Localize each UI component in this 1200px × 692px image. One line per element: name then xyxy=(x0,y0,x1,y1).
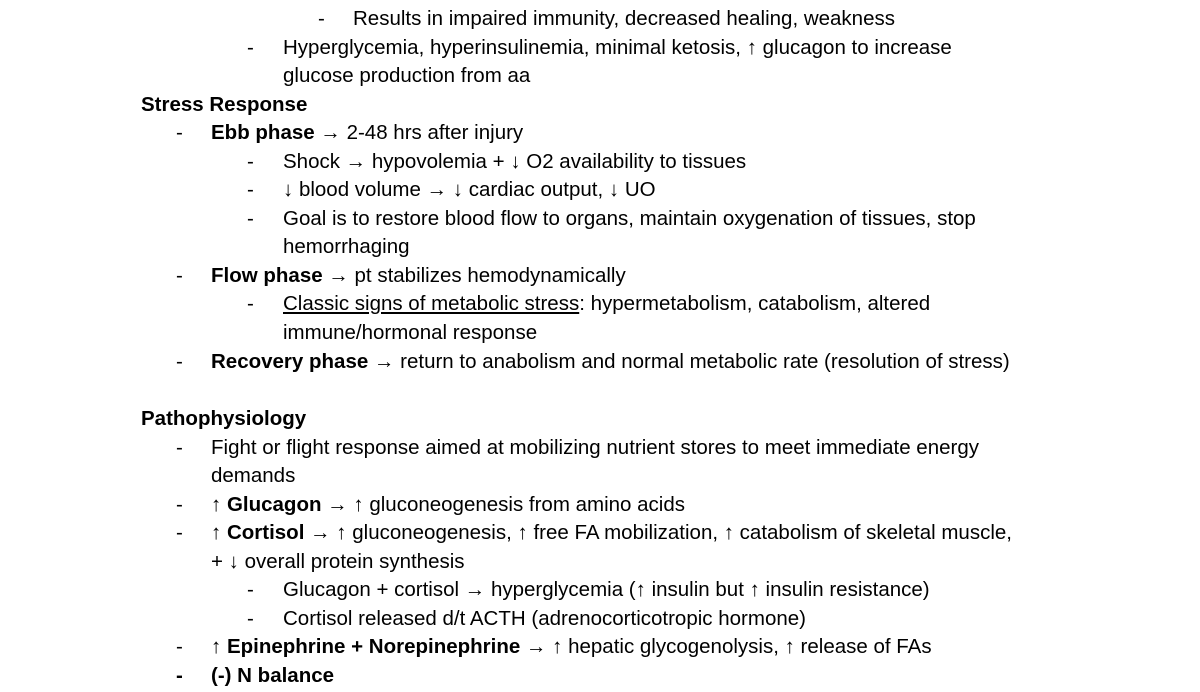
term-recovery-phase: Recovery phase xyxy=(211,350,369,373)
bullet-dash: - xyxy=(247,178,254,201)
bullet-dash: - xyxy=(176,493,183,516)
note-line: hemorrhaging xyxy=(283,235,410,258)
bullet-dash: - xyxy=(176,436,183,459)
term-glucagon: Glucagon xyxy=(226,493,322,516)
term-n-balance: (-) N balance xyxy=(211,664,335,687)
note-line-epinephrine: ↑ Epinephrine + Norepinephrine → ↑ hepatic glycogenolysis, ↑ release of FAs xyxy=(211,635,932,658)
bullet-dash: - xyxy=(247,578,254,601)
note-line: Results in impaired immunity, decreased healing, weakness xyxy=(353,7,895,30)
bullet-dash: - xyxy=(176,521,183,544)
note-line: glucose production from aa xyxy=(283,64,531,87)
term-cortisol: Cortisol xyxy=(226,521,305,544)
bullet-dash: - xyxy=(247,36,254,59)
note-line-cortisol: ↑ Cortisol → ↑ gluconeogenesis, ↑ free FA mobilization, ↑ catabolism of skeletal muscle, xyxy=(211,521,1012,544)
note-line: Hyperglycemia, hyperinsulinemia, minimal ketosis, ↑ glucagon to increase xyxy=(283,36,952,59)
note-line-recovery-phase: Recovery phase → return to anabolism and normal metabolic rate (resolution of stress) xyxy=(211,350,1010,373)
note-line-ebb-phase: Ebb phase → 2-48 hrs after injury xyxy=(211,121,524,144)
bullet-dash: - xyxy=(176,664,183,687)
note-line: ↓ blood volume → ↓ cardiac output, ↓ UO xyxy=(283,178,656,201)
note-line: demands xyxy=(211,464,296,487)
term-ebb-phase: Ebb phase xyxy=(211,121,315,144)
note-line: Classic signs of metabolic stress: hypermetabolism, catabolism, altered xyxy=(283,292,931,315)
term-flow-phase: Flow phase xyxy=(211,264,323,287)
note-line: Cortisol released d/t ACTH (adrenocorticotropic hormone) xyxy=(283,607,806,630)
bullet-dash: - xyxy=(247,292,254,315)
section-heading-stress-response: Stress Response xyxy=(141,93,308,116)
underlined-term: Classic signs of metabolic stress xyxy=(283,292,580,315)
bullet-dash: - xyxy=(247,150,254,173)
bullet-dash: - xyxy=(176,121,183,144)
bullet-dash: - xyxy=(247,607,254,630)
bullet-dash: - xyxy=(176,635,183,658)
note-line-glucagon: ↑ Glucagon → ↑ gluconeogenesis from amino acids xyxy=(211,493,685,516)
section-heading-pathophysiology: Pathophysiology xyxy=(141,407,307,430)
note-line-n-balance xyxy=(211,662,334,690)
note-line: Shock → hypovolemia + ↓ O2 availability to tissues xyxy=(283,150,747,173)
bullet-dash: - xyxy=(176,264,183,287)
note-line: Goal is to restore blood flow to organs, maintain oxygenation of tissues, stop xyxy=(283,207,976,230)
note-line: immune/hormonal response xyxy=(283,321,538,344)
bullet-dash: - xyxy=(318,7,325,30)
note-line: + ↓ overall protein synthesis xyxy=(211,550,465,573)
note-line: Glucagon + cortisol → hyperglycemia (↑ insulin but ↑ insulin resistance) xyxy=(283,578,930,601)
term-epinephrine-norepinephrine: Epinephrine + Norepinephrine xyxy=(226,635,521,658)
note-line-flow-phase: Flow phase → pt stabilizes hemodynamically xyxy=(211,264,626,287)
bullet-dash: - xyxy=(247,207,254,230)
bullet-dash: - xyxy=(176,350,183,373)
note-line: Fight or flight response aimed at mobilizing nutrient stores to meet immediate energy xyxy=(211,436,979,459)
